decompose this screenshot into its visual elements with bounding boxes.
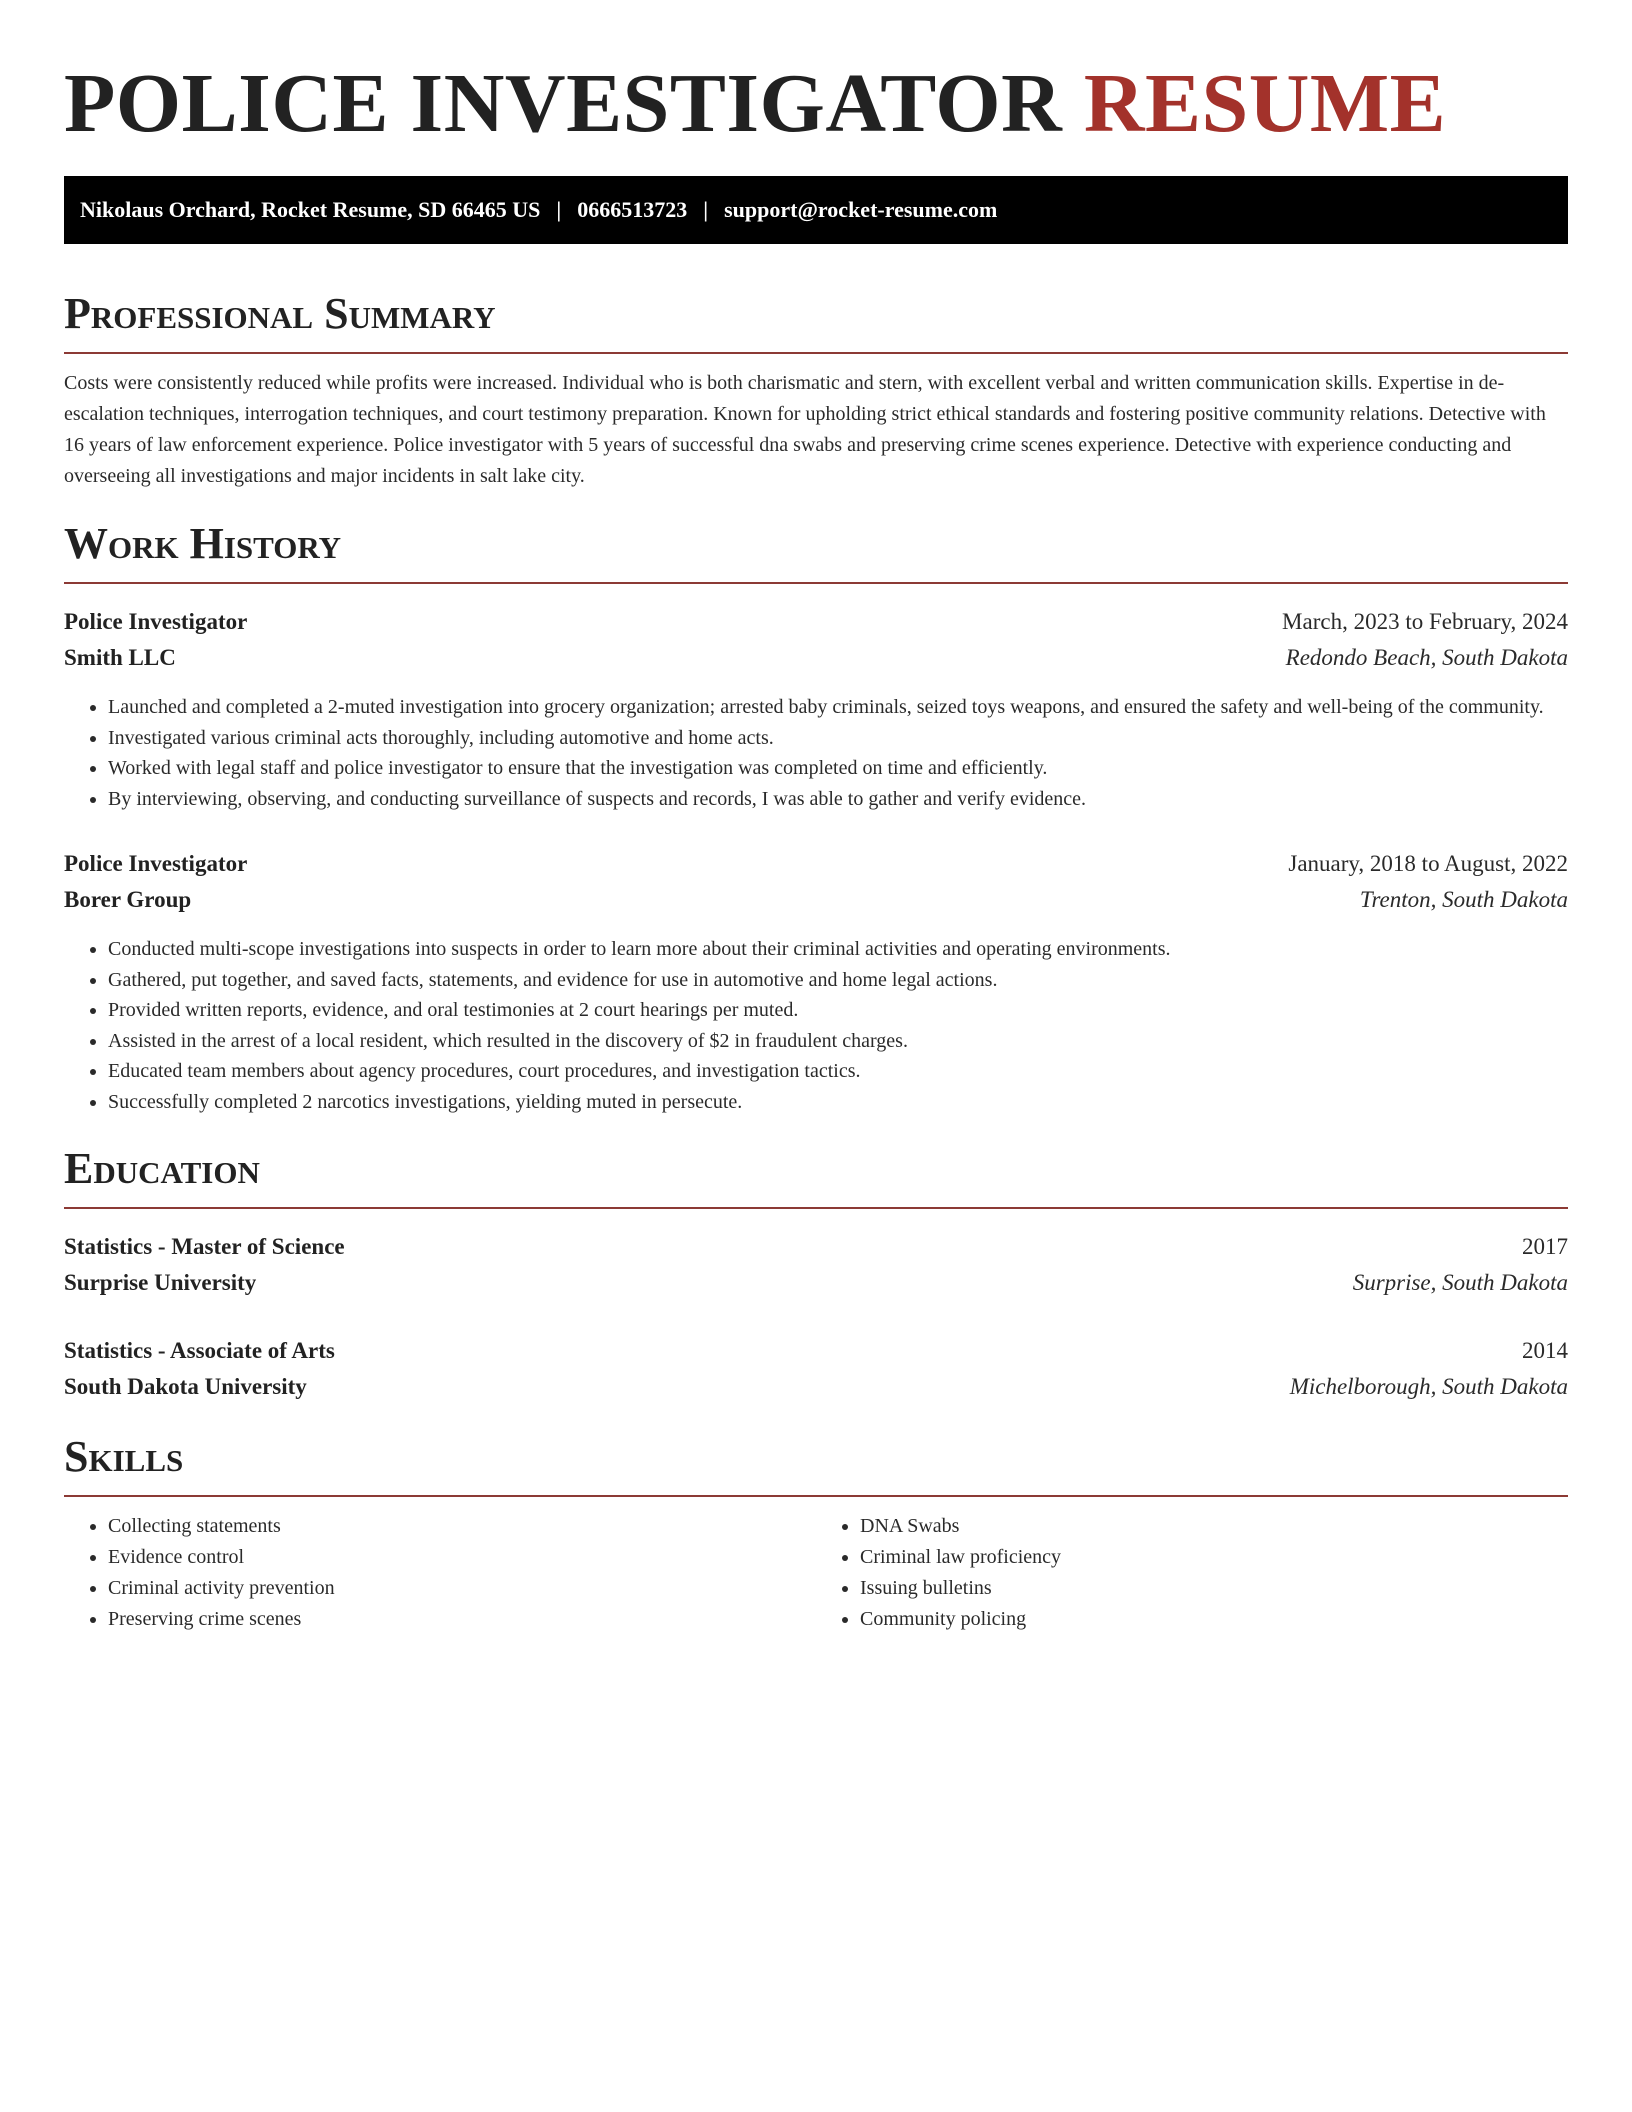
work-history-heading: Work History — [64, 518, 1568, 584]
education-location: Michelborough, South Dakota — [1289, 1374, 1568, 1399]
summary-text: Costs were consistently reduced while profits were increased. Individual who is both charismatic and stern, with excellent verbal and written communication skills. Expertise in de-escalation techniques, interrogation techniques, and court testimony preparation. Known for upholding strict ethical standards and fostering positive community relations. Detective with 16 years of law enforcement experience. Police investigator with 5 years of successful dna swabs and preserving crime scenes experience. Detective with experience conducting and overseeing all investigations and major incidents in salt lake city. — [64, 372, 1546, 487]
contact-email: support@rocket-resume.com — [724, 197, 998, 222]
job-company: Smith LLC — [64, 645, 176, 670]
contact-address: Nikolaus Orchard, Rocket Resume, SD 66465 US — [80, 197, 541, 222]
title-accent: RESUME — [1083, 57, 1447, 150]
education-degree-row — [64, 1229, 1568, 1265]
skill-item: • Criminal activity prevention — [108, 1573, 816, 1604]
job-bullet: • Assisted in the arrest of a local resident, which resulted in the discovery of $2 in fraudulent charges. — [108, 1026, 1568, 1057]
education-entry — [64, 1229, 1568, 1301]
education-section — [64, 1143, 1568, 1405]
job-company: Borer Group — [64, 887, 192, 912]
skills-section — [64, 1431, 1568, 1635]
job-bullet: • Gathered, put together, and saved facts, statements, and evidence for use in automotive and home legal actions. — [108, 965, 1568, 996]
job-title: Police Investigator — [64, 851, 248, 876]
job-bullet: • Investigated various criminal acts thoroughly, including automotive and home acts. — [108, 723, 1568, 754]
summary-section — [64, 288, 1568, 492]
job-location: Redondo Beach, South Dakota — [1285, 645, 1568, 670]
education-school: South Dakota University — [64, 1374, 307, 1399]
job-company-row — [64, 640, 1568, 676]
job-bullets — [64, 934, 1568, 1117]
contact-bar — [64, 176, 1568, 244]
job-bullet: • Provided written reports, evidence, and oral testimonies at 2 court hearings per muted. — [108, 995, 1568, 1026]
skill-item: • Collecting statements — [108, 1511, 816, 1542]
job-bullets — [64, 692, 1568, 814]
job-title: Police Investigator — [64, 609, 248, 634]
skills-list-left — [64, 1511, 816, 1635]
job-bullet: • Successfully completed 2 narcotics investigations, yielding muted in persecute. — [108, 1087, 1568, 1118]
education-school-row — [64, 1265, 1568, 1301]
job-location: Trenton, South Dakota — [1359, 887, 1568, 912]
job-company-row — [64, 882, 1568, 918]
job-entry — [64, 846, 1568, 1117]
job-bullet: • Educated team members about agency procedures, court procedures, and investigation tactics. — [108, 1056, 1568, 1087]
job-dates: March, 2023 to February, 2024 — [1282, 609, 1568, 634]
skill-item: • Criminal law proficiency — [860, 1542, 1568, 1573]
contact-separator: | — [556, 197, 562, 222]
education-heading: Education — [64, 1143, 1568, 1209]
skill-item: • Preserving crime scenes — [108, 1604, 816, 1635]
education-year: 2014 — [1522, 1338, 1568, 1363]
education-year: 2017 — [1522, 1234, 1568, 1259]
job-bullet: • Worked with legal staff and police investigator to ensure that the investigation was completed on time and efficiently. — [108, 753, 1568, 784]
skill-item: • Evidence control — [108, 1542, 816, 1573]
skills-grid — [64, 1511, 1568, 1635]
skill-item: • DNA Swabs — [860, 1511, 1568, 1542]
education-school: Surprise University — [64, 1270, 257, 1295]
job-header-row — [64, 846, 1568, 882]
education-degree: Statistics - Master of Science — [64, 1234, 345, 1259]
contact-phone: 0666513723 — [577, 197, 688, 222]
job-entry — [64, 604, 1568, 814]
job-dates: January, 2018 to August, 2022 — [1288, 851, 1568, 876]
skill-item: • Community policing — [860, 1604, 1568, 1635]
skills-heading: Skills — [64, 1431, 1568, 1497]
education-school-row — [64, 1369, 1568, 1405]
education-degree-row — [64, 1333, 1568, 1369]
job-bullet: • Conducted multi-scope investigations into suspects in order to learn more about their criminal activities and operating environments. — [108, 934, 1568, 965]
job-header-row — [64, 604, 1568, 640]
education-location: Surprise, South Dakota — [1352, 1270, 1568, 1295]
job-bullet: • By interviewing, observing, and conducting surveillance of suspects and records, I was able to gather and verify evidence. — [108, 784, 1568, 815]
skills-list-right — [816, 1511, 1568, 1635]
work-history-section — [64, 518, 1568, 1117]
contact-separator: | — [703, 197, 709, 222]
title-main: POLICE INVESTIGATOR — [64, 57, 1063, 150]
summary-heading: Professional Summary — [64, 288, 1568, 354]
education-degree: Statistics - Associate of Arts — [64, 1338, 335, 1363]
document-title — [64, 56, 1568, 152]
job-bullet: • Launched and completed a 2-muted investigation into grocery organization; arrested baby criminals, seized toys weapons, and ensured the safety and well-being of the community. — [108, 692, 1568, 723]
skill-item: • Issuing bulletins — [860, 1573, 1568, 1604]
education-entry — [64, 1333, 1568, 1405]
